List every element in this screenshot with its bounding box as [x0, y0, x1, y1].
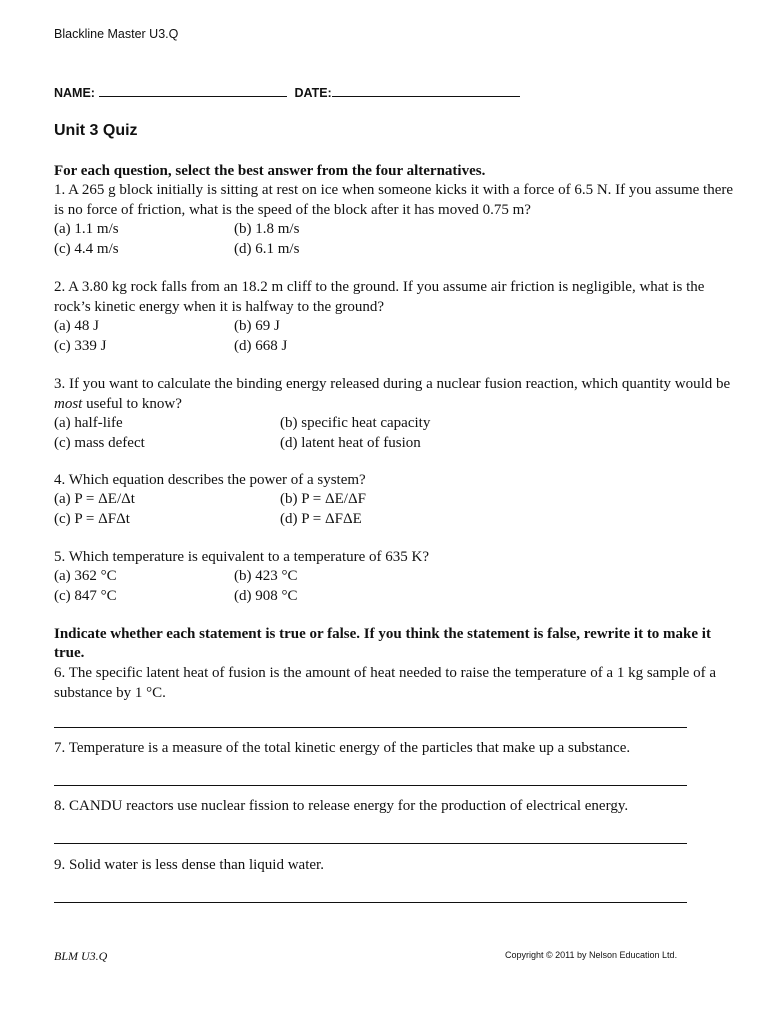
option-2c[interactable]: (c) 339 J: [54, 337, 107, 354]
statement-6: 6. The specific latent heat of fusion is the amount of heat needed to raise the temperature of a 1 kg sample of a substance by 1 °C.: [54, 665, 716, 701]
question-3-stem: [54, 375, 734, 414]
statement-8: 8. CANDU reactors use nuclear fission to release energy for the production of electrical energy.: [54, 798, 629, 814]
question-2-stem: 2. A 3.80 kg rock falls from an 18.2 m cliff to the ground. If you assume air friction is negligible, what is the rock’s kinetic energy when it is halfway to the ground?: [54, 279, 705, 315]
option-4b[interactable]: (b) P = ΔE/ΔF: [280, 491, 366, 507]
answer-line-6[interactable]: [54, 727, 687, 728]
option-2d[interactable]: (d) 668 J: [234, 337, 288, 354]
option-1a[interactable]: (a) 1.1 m/s: [54, 221, 119, 237]
name-label: NAME:: [54, 86, 95, 100]
option-3c[interactable]: (c) mass defect: [54, 434, 145, 451]
section2-instruction: Indicate whether each statement is true or false. If you think the statement is false, rewrite it to make it true.: [54, 626, 711, 661]
question-3-stem-tail: useful to know?: [82, 395, 182, 412]
question-1-stem: 1. A 265 g block initially is sitting at rest on ice when someone kicks it with a force of 6.5 N. If you assume there is no force of friction, what is the speed of the block after it has moved 0.75 m?: [54, 182, 734, 218]
date-label: DATE:: [294, 86, 332, 100]
option-4a[interactable]: (a) P = ΔE/Δt: [54, 491, 135, 507]
option-3d[interactable]: (d) latent heat of fusion: [280, 434, 421, 451]
question-2-options: [54, 317, 694, 356]
question-3-stem-text: 3. If you want to calculate the binding energy released during a nuclear fusion reaction, which quantity would be: [54, 376, 731, 392]
option-4d[interactable]: (d) P = ΔFΔE: [280, 510, 362, 527]
blackline-master-label: Blackline Master U3.Q: [54, 27, 179, 41]
name-blank[interactable]: [99, 86, 287, 97]
footer-blm-label: BLM U3.Q: [54, 949, 108, 963]
question-5-options: [54, 567, 694, 606]
option-1b[interactable]: (b) 1.8 m/s: [234, 221, 300, 237]
option-5c[interactable]: (c) 847 °C: [54, 587, 117, 604]
question-4-options: [54, 490, 694, 529]
statement-9: 9. Solid water is less dense than liquid water.: [54, 857, 324, 873]
name-date-row: [54, 86, 524, 100]
option-3b[interactable]: (b) specific heat capacity: [280, 415, 431, 431]
answer-line-7[interactable]: [54, 785, 687, 786]
statement-7: 7. Temperature is a measure of the total kinetic energy of the particles that make up a substance.: [54, 740, 631, 756]
question-1-options: [54, 220, 694, 259]
option-2b[interactable]: (b) 69 J: [234, 318, 280, 334]
question-4-stem: 4. Which equation describes the power of a system?: [54, 472, 366, 488]
page-title: Unit 3 Quiz: [54, 122, 138, 139]
option-2a[interactable]: (a) 48 J: [54, 318, 99, 334]
answer-line-8[interactable]: [54, 843, 687, 844]
option-3a[interactable]: (a) half-life: [54, 415, 123, 431]
answer-line-9[interactable]: [54, 902, 687, 903]
option-1d[interactable]: (d) 6.1 m/s: [234, 240, 300, 257]
question-5-stem: 5. Which temperature is equivalent to a temperature of 635 K?: [54, 549, 429, 565]
option-1c[interactable]: (c) 4.4 m/s: [54, 240, 119, 257]
date-blank[interactable]: [332, 86, 520, 97]
section1-instruction: For each question, select the best answer from the four alternatives.: [54, 163, 486, 179]
question-3-options: [54, 414, 694, 453]
option-4c[interactable]: (c) P = ΔFΔt: [54, 510, 130, 527]
option-5a[interactable]: (a) 362 °C: [54, 568, 117, 584]
question-3-emphasis: most: [54, 395, 83, 412]
option-5b[interactable]: (b) 423 °C: [234, 568, 298, 584]
option-5d[interactable]: (d) 908 °C: [234, 587, 298, 604]
footer-copyright: Copyright © 2011 by Nelson Education Ltd.: [505, 950, 678, 960]
